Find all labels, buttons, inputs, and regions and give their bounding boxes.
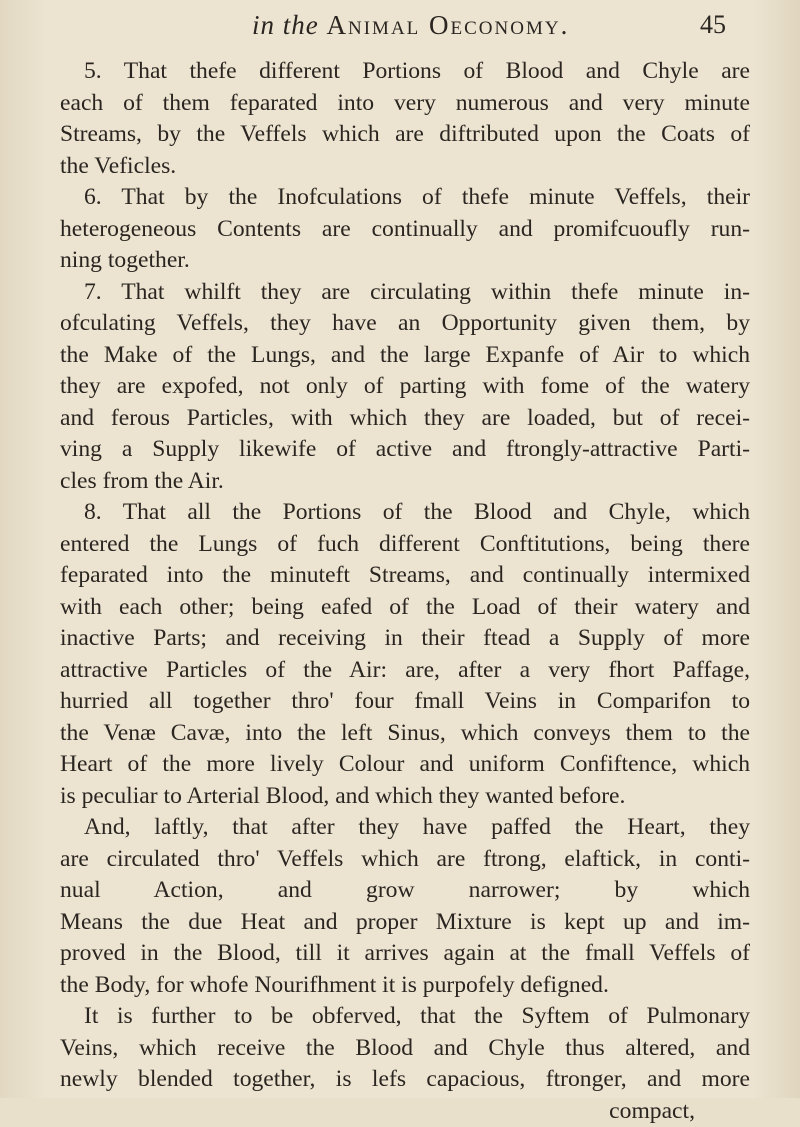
text-line: the Veficles.	[60, 151, 750, 183]
page-number: 45	[700, 10, 726, 40]
text-line: hurried all together thro' four fmall Veins in Comparifon to	[60, 686, 750, 718]
text-line: ving a Supply likewife of active and ftrongly-attractive Parti-	[60, 434, 750, 466]
text-line: the Make of the Lungs, and the large Expanfe of Air to which	[60, 340, 750, 372]
page-header	[0, 4, 800, 48]
text-line: entered the Lungs of fuch different Conftitutions, being there	[60, 529, 750, 561]
text-line: newly blended together, is lefs capacious, ftronger, and more	[60, 1064, 750, 1096]
text-line: are circulated thro' Veffels which are ftrong, elaftick, in conti-	[60, 844, 750, 876]
text-line: Streams, by the Veffels which are diftributed upon the Coats of	[60, 119, 750, 151]
running-head-title: Animal Oeconomy.	[327, 10, 570, 40]
text-line: with each other; being eafed of the Load of their watery and	[60, 592, 750, 624]
text-line: ofculating Veffels, they have an Opportunity given them, by	[60, 308, 750, 340]
text-line: nual Action, and grow narrower; by which	[60, 875, 750, 907]
running-head-prefix: in the	[252, 10, 319, 40]
text-line: 6. That by the Inofculations of thefe minute Veffels, their	[60, 182, 750, 214]
text-line: 5. That thefe different Portions of Blood and Chyle are	[60, 56, 750, 88]
text-line: Heart of the more lively Colour and uniform Confiftence, which	[60, 749, 750, 781]
text-line: And, laftly, that after they have paffed the Heart, they	[60, 812, 750, 844]
body-text	[60, 56, 750, 1127]
text-line: they are expofed, not only of parting with fome of the watery	[60, 371, 750, 403]
text-line: inactive Parts; and receiving in their ftead a Supply of more	[60, 623, 750, 655]
text-line: Veins, which receive the Blood and Chyle thus altered, and	[60, 1033, 750, 1065]
text-line: 7. That whilft they are circulating within thefe minute in-	[60, 277, 750, 309]
running-head	[252, 10, 569, 41]
text-line: feparated into the minuteft Streams, and continually intermixed	[60, 560, 750, 592]
text-line: cles from the Air.	[60, 466, 750, 498]
text-line: is peculiar to Arterial Blood, and which they wanted before.	[60, 781, 750, 813]
text-line: attractive Particles of the Air: are, after a very fhort Paffage,	[60, 655, 750, 687]
text-line: each of them feparated into very numerous and very minute	[60, 88, 750, 120]
text-line: proved in the Blood, till it arrives again at the fmall Veffels of	[60, 938, 750, 970]
text-line: It is further to be obferved, that the Syftem of Pulmonary	[60, 1001, 750, 1033]
catchword: compact,	[60, 1096, 750, 1127]
text-line: Means the due Heat and proper Mixture is kept up and im-	[60, 907, 750, 939]
text-line: heterogeneous Contents are continually and promifcuoufly run-	[60, 214, 750, 246]
text-line: the Venæ Cavæ, into the left Sinus, which conveys them to the	[60, 718, 750, 750]
text-line: the Body, for whofe Nourifhment it is purpofely defigned.	[60, 970, 750, 1002]
text-line: and ferous Particles, with which they are loaded, but of recei-	[60, 403, 750, 435]
text-line: ning together.	[60, 245, 750, 277]
text-line: 8. That all the Portions of the Blood and Chyle, which	[60, 497, 750, 529]
